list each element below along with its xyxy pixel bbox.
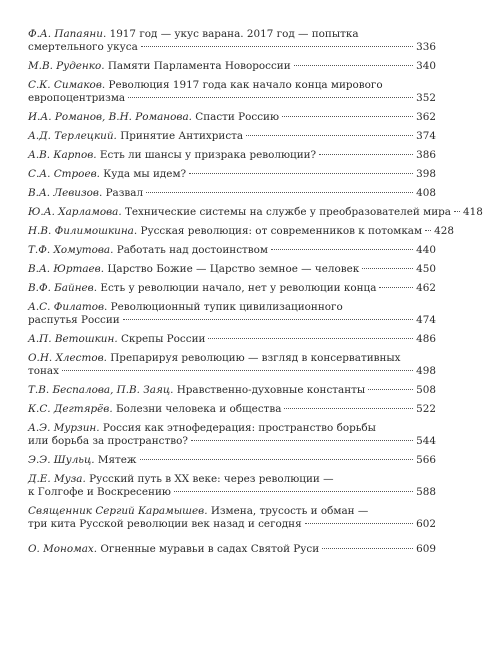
toc-entry-line bbox=[28, 314, 436, 327]
toc-entry bbox=[28, 111, 436, 124]
dot-leader bbox=[322, 548, 413, 549]
dot-leader bbox=[284, 408, 413, 409]
dot-leader bbox=[246, 135, 413, 136]
toc-entry-line bbox=[28, 384, 436, 397]
toc-entry bbox=[28, 206, 483, 219]
dot-leader bbox=[208, 338, 413, 339]
dot-leader bbox=[368, 389, 413, 390]
toc-entry bbox=[28, 60, 436, 73]
toc-author: В.Ф. Байнев. bbox=[28, 282, 98, 294]
toc-entry-line bbox=[28, 454, 436, 467]
toc-title: Памяти Парламента Новороссии bbox=[107, 60, 291, 72]
toc-entry bbox=[28, 473, 436, 499]
toc-title: Принятие Антихриста bbox=[120, 130, 244, 142]
toc-entry bbox=[28, 505, 436, 531]
dot-leader bbox=[319, 154, 413, 155]
dot-leader bbox=[294, 65, 414, 66]
toc-entry bbox=[28, 263, 436, 276]
toc-title: Нравственно-духовные константы bbox=[176, 384, 366, 396]
toc-title: Болезни человека и общества bbox=[115, 403, 282, 415]
toc-entry bbox=[28, 422, 436, 448]
toc-entry-line bbox=[28, 60, 436, 73]
toc-title: Спасти Россию bbox=[195, 111, 280, 123]
toc-page-number: 462 bbox=[416, 282, 436, 294]
toc-entry bbox=[28, 384, 436, 397]
dot-leader bbox=[362, 268, 413, 269]
dot-leader bbox=[128, 97, 413, 98]
table-of-contents bbox=[28, 28, 483, 562]
dot-leader bbox=[379, 287, 413, 288]
toc-title: или борьба за пространство? bbox=[28, 435, 188, 447]
toc-page-number: 588 bbox=[416, 486, 436, 498]
dot-leader bbox=[140, 459, 414, 460]
toc-page-number: 362 bbox=[416, 111, 436, 123]
toc-entry-line bbox=[28, 365, 436, 378]
toc-entry-line bbox=[28, 168, 436, 181]
toc-author: М.В. Руденко. bbox=[28, 60, 105, 72]
toc-page-number: 340 bbox=[416, 60, 436, 72]
toc-entry-line bbox=[28, 263, 436, 276]
toc-title: Препарируя революцию — взгляд в консервативных bbox=[110, 352, 401, 364]
toc-entry-line bbox=[28, 403, 436, 416]
toc-page-number: 508 bbox=[416, 384, 436, 396]
toc-page-number: 374 bbox=[416, 130, 436, 142]
dot-leader bbox=[62, 370, 413, 371]
toc-entry-line bbox=[28, 130, 436, 143]
toc-title: Россия как этнофедерация: пространство борьбы bbox=[102, 422, 376, 434]
toc-title: к Голгофе и Воскресению bbox=[28, 486, 171, 498]
toc-title: Технические системы на службе у преобразователей мира bbox=[124, 206, 452, 218]
toc-entry bbox=[28, 168, 436, 181]
toc-title: Царство Божие — Царство земное — человек bbox=[107, 263, 360, 275]
toc-title: Огненные муравьи в садах Святой Руси bbox=[100, 543, 320, 555]
dot-leader bbox=[123, 319, 413, 320]
dot-leader bbox=[282, 116, 413, 117]
toc-title: европоцентризма bbox=[28, 92, 126, 104]
toc-page-number: 566 bbox=[416, 454, 436, 466]
toc-entry-line bbox=[28, 435, 436, 448]
toc-entry-line bbox=[28, 149, 436, 162]
toc-title: Работать над достоинством bbox=[116, 244, 268, 256]
dot-leader bbox=[425, 230, 431, 231]
toc-entry-line bbox=[28, 352, 436, 365]
dot-leader bbox=[141, 46, 413, 47]
toc-page-number: 544 bbox=[416, 435, 436, 447]
toc-author: Священник Сергий Карамышев. bbox=[28, 505, 208, 517]
toc-title: Измена, трусость и обман — bbox=[210, 505, 369, 517]
toc-author: А.Э. Мурзин. bbox=[28, 422, 100, 434]
toc-author: Н.В. Филимошкина. bbox=[28, 225, 138, 237]
toc-author: А.С. Филатов. bbox=[28, 301, 108, 313]
toc-author: С.К. Симаков. bbox=[28, 79, 106, 91]
toc-title: Куда мы идем? bbox=[103, 168, 187, 180]
toc-entry-line bbox=[28, 206, 483, 219]
toc-author: И.А. Романов, В.Н. Романова. bbox=[28, 111, 192, 123]
toc-page-number: 428 bbox=[434, 225, 454, 237]
toc-author: К.С. Дегтярёв. bbox=[28, 403, 113, 415]
toc-entry-line bbox=[28, 422, 436, 435]
toc-entry-line bbox=[28, 244, 436, 257]
toc-entry bbox=[28, 352, 436, 378]
toc-title: 1917 год — укус варана. 2017 год — попытка bbox=[109, 28, 359, 40]
toc-author: С.А. Строев. bbox=[28, 168, 100, 180]
toc-entry-line bbox=[28, 543, 436, 556]
toc-entry-line bbox=[28, 518, 436, 531]
toc-title: тонах bbox=[28, 365, 59, 377]
dot-leader bbox=[271, 249, 413, 250]
toc-page-number: 386 bbox=[416, 149, 436, 161]
toc-title: смертельного укуса bbox=[28, 41, 138, 53]
toc-entry-line bbox=[28, 473, 436, 486]
toc-entry bbox=[28, 244, 436, 257]
toc-title: три кита Русской революции век назад и сегодня bbox=[28, 518, 302, 530]
toc-entry-line bbox=[28, 28, 436, 41]
toc-author: Д.Е. Муза. bbox=[28, 473, 86, 485]
toc-title: Мятеж bbox=[97, 454, 137, 466]
toc-entry bbox=[28, 187, 436, 200]
toc-page-number: 352 bbox=[416, 92, 436, 104]
toc-page-number: 440 bbox=[416, 244, 436, 256]
toc-author: Ю.А. Харламова. bbox=[28, 206, 122, 218]
toc-author: В.А. Левизов. bbox=[28, 187, 103, 199]
toc-author: Э.Э. Шульц. bbox=[28, 454, 95, 466]
toc-title: Развал bbox=[105, 187, 144, 199]
toc-title: Революция 1917 года как начало конца мирового bbox=[108, 79, 383, 91]
toc-author: А.Д. Терлецкий. bbox=[28, 130, 117, 142]
toc-author: Ф.А. Папаяни. bbox=[28, 28, 107, 40]
toc-author: А.П. Ветошкин. bbox=[28, 333, 118, 345]
toc-title: Есть ли шансы у призрака революции? bbox=[99, 149, 317, 161]
toc-page-number: 609 bbox=[416, 543, 436, 555]
toc-author: Т.В. Беспалова, П.В. Заяц. bbox=[28, 384, 174, 396]
toc-page-number: 498 bbox=[416, 365, 436, 377]
dot-leader bbox=[191, 440, 413, 441]
toc-entry-line bbox=[28, 225, 454, 238]
toc-author: А.В. Карпов. bbox=[28, 149, 97, 161]
toc-entry-line bbox=[28, 301, 436, 314]
toc-entry bbox=[28, 282, 436, 295]
toc-entry-line bbox=[28, 282, 436, 295]
toc-entry bbox=[28, 149, 436, 162]
dot-leader bbox=[174, 491, 413, 492]
toc-entry-line bbox=[28, 41, 436, 54]
toc-entry-line bbox=[28, 79, 436, 92]
toc-entry-line bbox=[28, 92, 436, 105]
dot-leader bbox=[189, 173, 413, 174]
toc-author: В.А. Юртаев. bbox=[28, 263, 105, 275]
dot-leader bbox=[454, 211, 460, 212]
toc-author: О.Н. Хлестов. bbox=[28, 352, 107, 364]
toc-entry bbox=[28, 333, 436, 346]
toc-title: Есть у революции начало, нет у революции конца bbox=[100, 282, 377, 294]
toc-entry bbox=[28, 225, 454, 238]
toc-entry bbox=[28, 79, 436, 105]
toc-title: Русский путь в XX веке: через революции — bbox=[89, 473, 334, 485]
toc-page-number: 486 bbox=[416, 333, 436, 345]
toc-page-number: 418 bbox=[463, 206, 483, 218]
toc-author: О. Мономах. bbox=[28, 543, 98, 555]
toc-page-number: 522 bbox=[416, 403, 436, 415]
toc-title: Русская революция: от современников к потомкам bbox=[140, 225, 423, 237]
toc-entry bbox=[28, 28, 436, 54]
toc-author: Т.Ф. Хомутова. bbox=[28, 244, 114, 256]
dot-leader bbox=[146, 192, 413, 193]
toc-title: Скрепы России bbox=[120, 333, 206, 345]
toc-entry-line bbox=[28, 486, 436, 499]
toc-page-number: 398 bbox=[416, 168, 436, 180]
toc-entry bbox=[28, 301, 436, 327]
toc-title: распутья России bbox=[28, 314, 120, 326]
toc-entry-line bbox=[28, 505, 436, 518]
toc-entry-line bbox=[28, 333, 436, 346]
toc-page-number: 336 bbox=[416, 41, 436, 53]
toc-page-number: 602 bbox=[416, 518, 436, 530]
toc-entry bbox=[28, 403, 436, 416]
toc-entry-line bbox=[28, 111, 436, 124]
dot-leader bbox=[305, 523, 413, 524]
toc-page-number: 474 bbox=[416, 314, 436, 326]
toc-entry bbox=[28, 543, 436, 556]
toc-entry-line bbox=[28, 187, 436, 200]
toc-page-number: 408 bbox=[416, 187, 436, 199]
toc-page-number: 450 bbox=[416, 263, 436, 275]
toc-entry bbox=[28, 454, 436, 467]
toc-entry bbox=[28, 130, 436, 143]
toc-title: Революционный тупик цивилизационного bbox=[110, 301, 343, 313]
